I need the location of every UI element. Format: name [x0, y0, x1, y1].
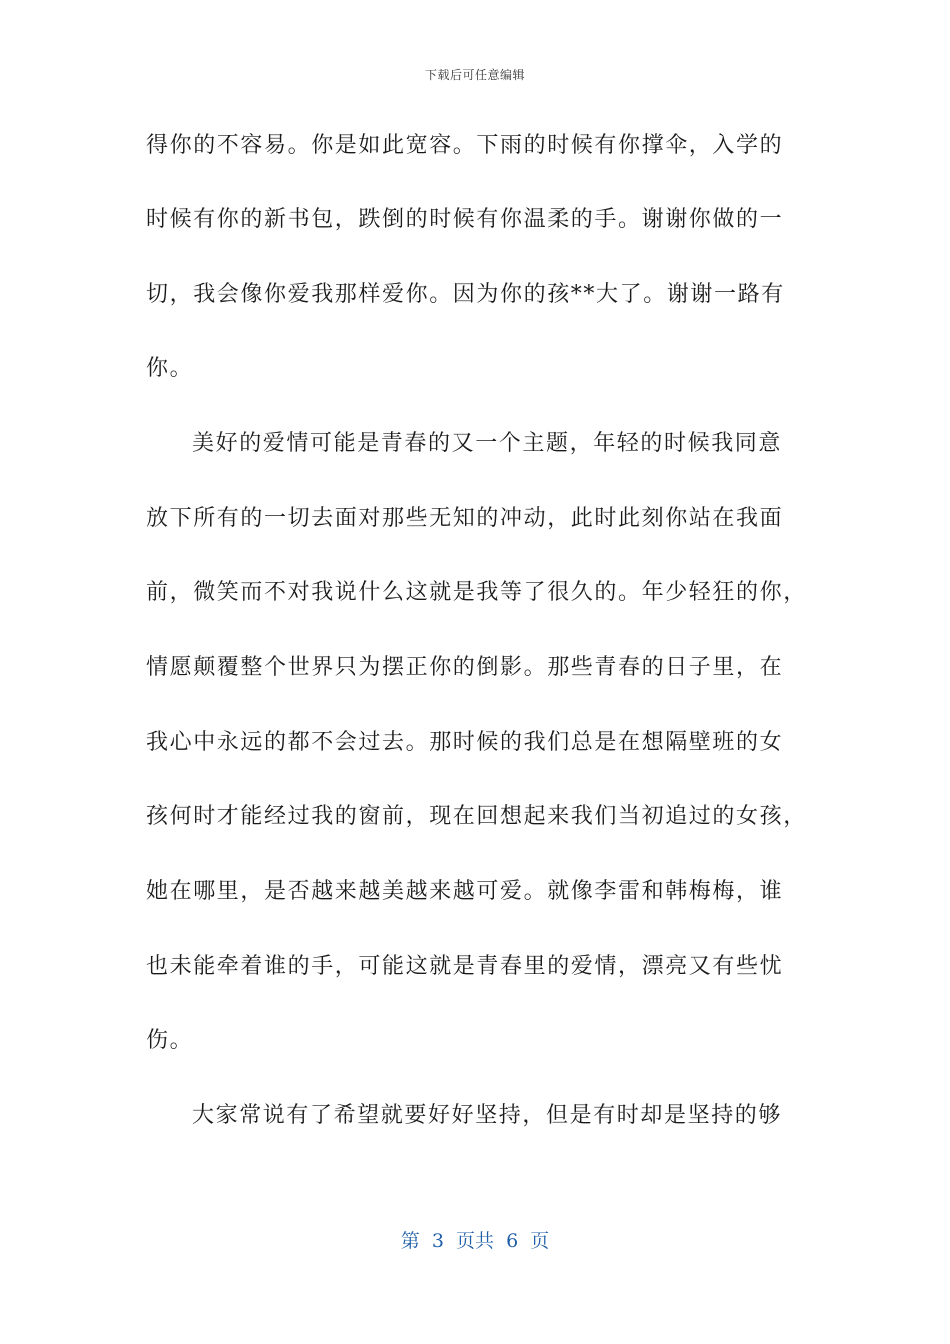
- paragraph-2-line-1: 美好的爱情可能是青春的又一个主题，年轻的时候我同意: [192, 431, 783, 456]
- paragraph-2-line-8: 也未能牵着谁的手，可能这就是青春里的爱情，漂亮又有些忧: [146, 954, 784, 979]
- paragraph-2-line-6: 孩何时才能经过我的窗前，现在回想起来我们当初追过的女孩，: [146, 804, 807, 829]
- page-header: 下载后可任意编辑: [424, 68, 525, 82]
- paragraph-1-line-4: 你。: [146, 356, 194, 381]
- paragraph-2-line-4: 情愿颠覆整个世界只为摆正你的倒影。那些青春的日子里，在: [146, 655, 784, 680]
- paragraph-2-line-3: 前，微笑而不对我说什么这就是我等了很久的。年少轻狂的你，: [146, 580, 807, 605]
- paragraph-3-line-1: 大家常说有了希望就要好好坚持，但是有时却是坚持的够: [192, 1103, 783, 1128]
- paragraph-1-line-1: 得你的不容易。你是如此宽容。下雨的时候有你撑伞，入学的: [146, 133, 784, 158]
- paragraph-2-line-9: 伤。: [146, 1028, 194, 1053]
- paragraph-1-line-2: 时候有你的新书包，跌倒的时候有你温柔的手。谢谢你做的一: [146, 207, 784, 232]
- paragraph-2-line-5: 我心中永远的都不会过去。那时候的我们总是在想隔壁班的女: [146, 730, 784, 755]
- paragraph-1-line-3: 切，我会像你爱我那样爱你。因为你的孩**大了。谢谢一路有: [146, 282, 785, 307]
- paragraph-2-line-7: 她在哪里，是否越来越美越来越可爱。就像李雷和韩梅梅，谁: [146, 879, 784, 904]
- paragraph-2-line-2: 放下所有的一切去面对那些无知的冲动，此时此刻你站在我面: [146, 506, 784, 531]
- page-number-footer: 第 3 页共 6 页: [400, 1230, 550, 1252]
